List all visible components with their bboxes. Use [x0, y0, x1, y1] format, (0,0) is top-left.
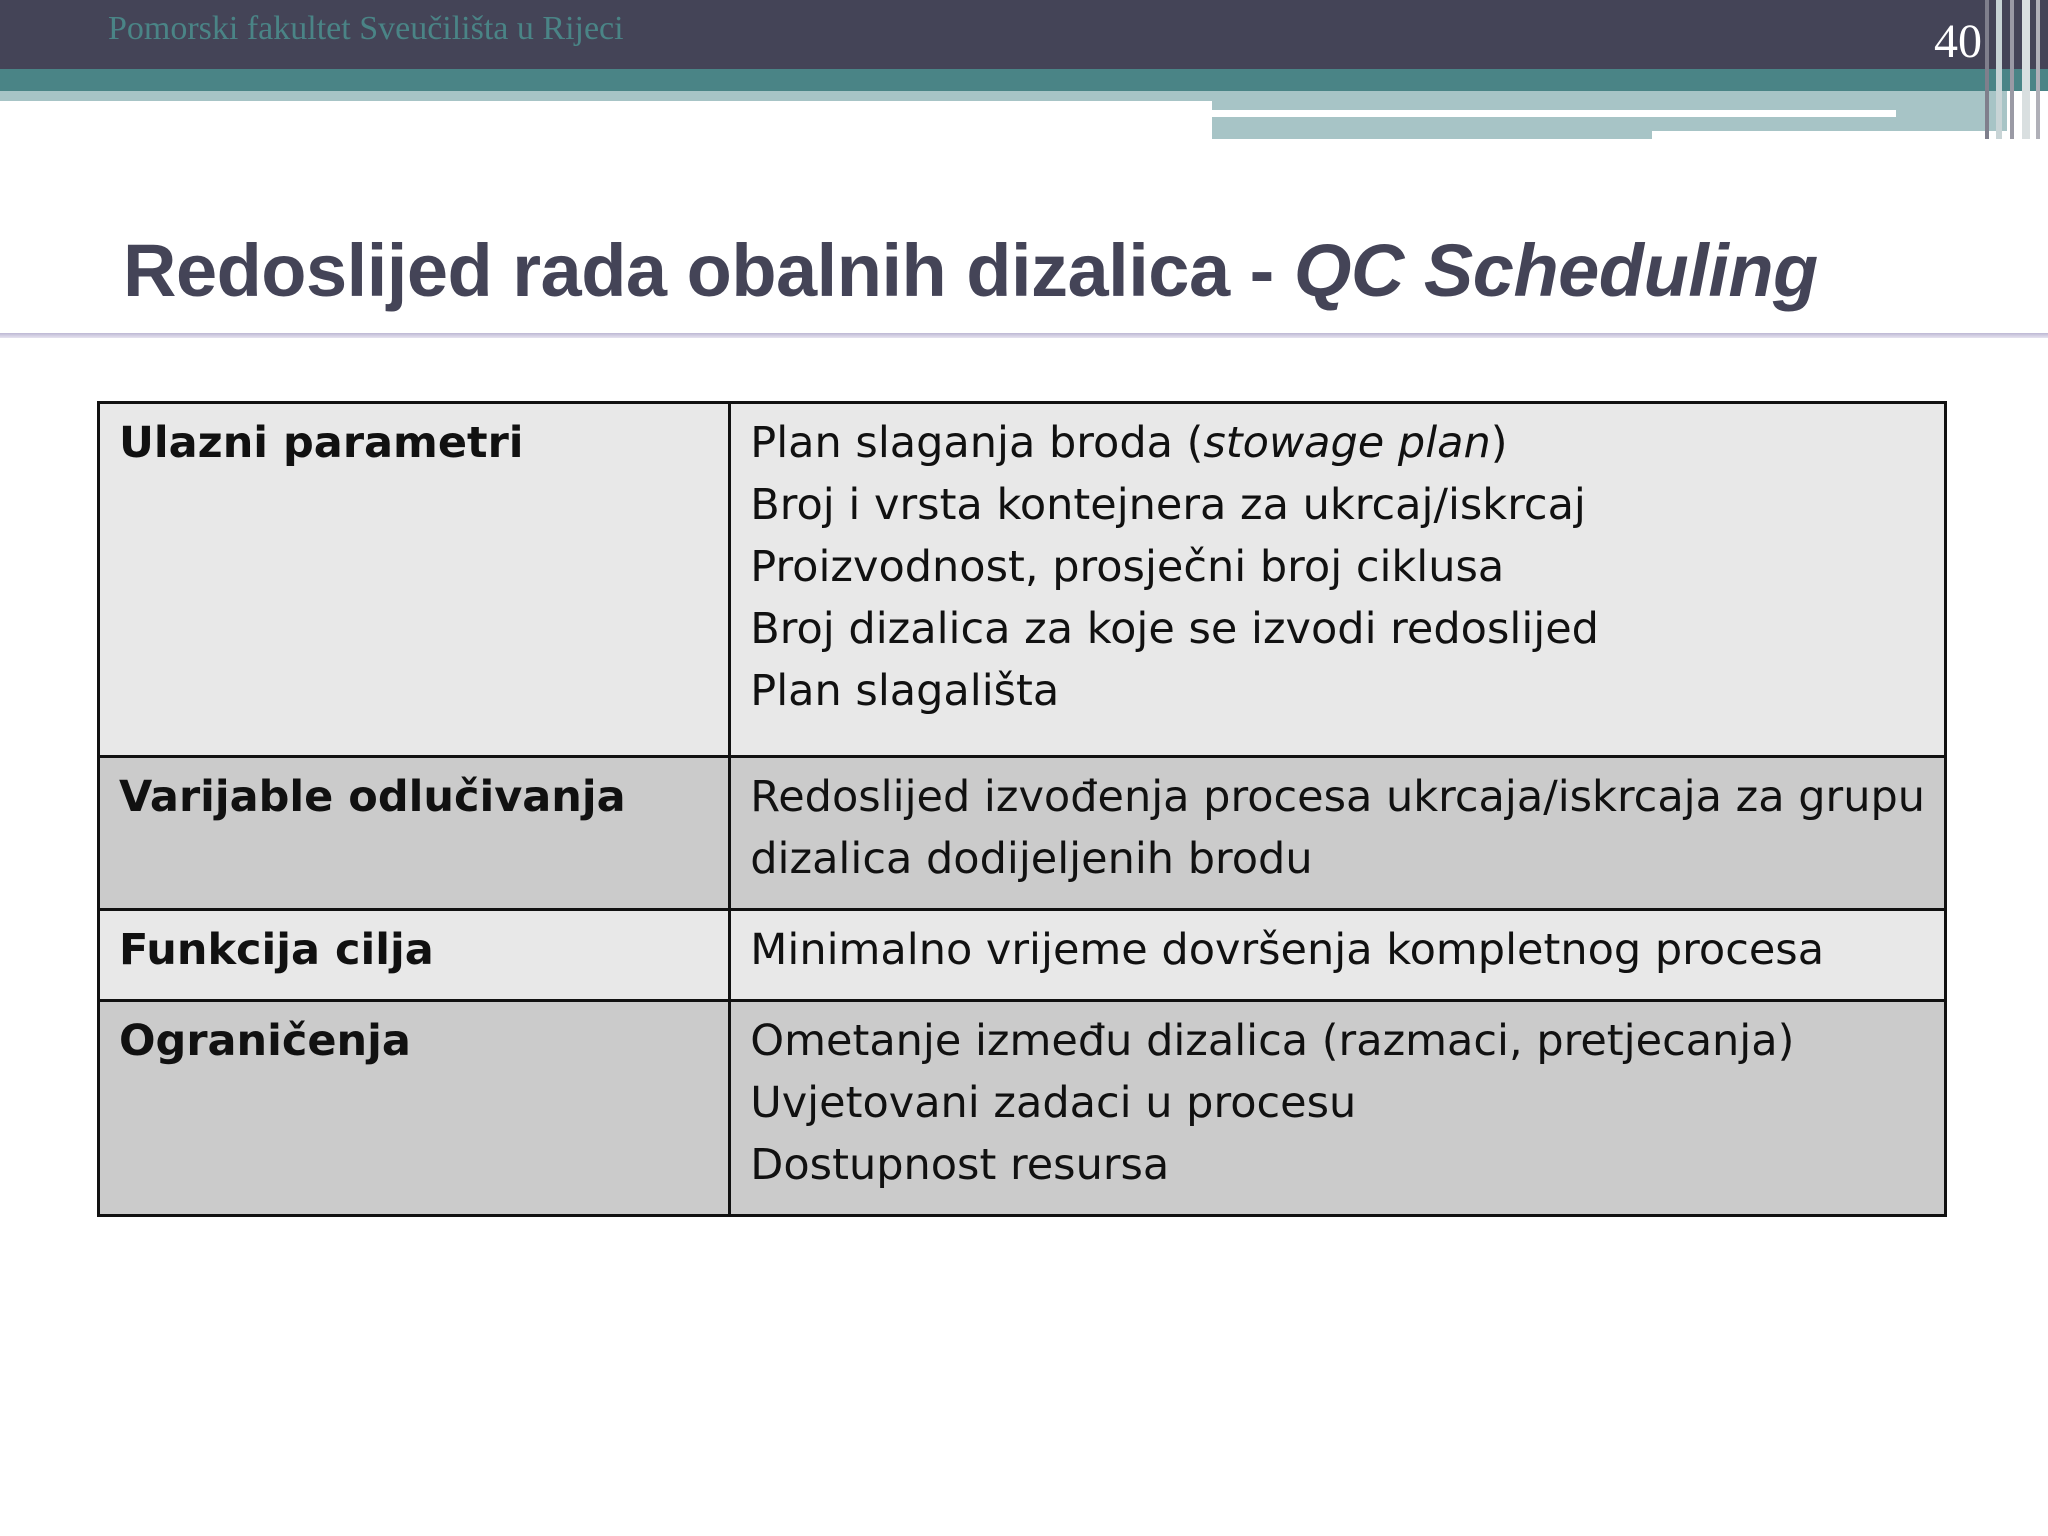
- slide-number: 40: [1934, 15, 1982, 68]
- content-line: Uvjetovani zadaci u procesu: [750, 1078, 1357, 1128]
- content-text: Plan slaganja broda (: [750, 418, 1204, 468]
- header-vertical-stripe: [1996, 0, 2002, 139]
- row-content: [730, 403, 1946, 757]
- header-light-bar: [0, 91, 1212, 101]
- header-teal-bar: [0, 69, 2048, 91]
- content-line: Dostupnost resursa: [750, 1140, 1170, 1190]
- slide-title: [123, 228, 1818, 313]
- row-content: [730, 910, 1946, 1001]
- content-line: dizalica dodijeljenih brodu: [750, 834, 1313, 884]
- row-label: Ograničenja: [99, 1001, 730, 1216]
- row-label: Funkcija cilja: [99, 910, 730, 1001]
- content-text: ): [1490, 418, 1508, 468]
- header-white-stripe: [1212, 110, 1896, 117]
- content-line: Broj dizalica za koje se izvodi redoslijed: [750, 604, 1599, 654]
- content-line: Redoslijed izvođenja procesa ukrcaja/iskrcaja za grupu: [750, 772, 1925, 822]
- content-line: Proizvodnost, prosječni broj ciklusa: [750, 542, 1505, 592]
- row-label: Varijable odlučivanja: [99, 757, 730, 910]
- slide-title-italic: QC Scheduling: [1293, 229, 1818, 312]
- table-row-constraints: [99, 1001, 1946, 1216]
- content-line: Minimalno vrijeme dovršenja kompletnog procesa: [750, 925, 1825, 975]
- content-italic-text: stowage plan: [1203, 418, 1491, 468]
- row-content: [730, 757, 1946, 910]
- content-line: Ometanje između dizalica (razmaci, pretjecanja): [750, 1016, 1795, 1066]
- table-row-decision-variables: [99, 757, 1946, 910]
- header-white-stripe: [1652, 131, 2007, 139]
- institution-name: Pomorski fakultet Sveučilišta u Rijeci: [108, 10, 624, 47]
- header-vertical-stripe: [2022, 0, 2030, 139]
- slide-title-main: Redoslijed rada obalnih dizalica -: [123, 229, 1294, 312]
- header-vertical-stripe: [2036, 0, 2040, 139]
- qc-scheduling-table: [97, 401, 1947, 1217]
- row-label: Ulazni parametri: [99, 403, 730, 757]
- content-line: Plan slagališta: [750, 666, 1060, 716]
- header-vertical-stripe: [2010, 0, 2014, 139]
- table-row-input-parameters: [99, 403, 1946, 757]
- content-line: [750, 412, 1925, 474]
- header-vertical-stripe: [1985, 0, 1989, 139]
- row-content: [730, 1001, 1946, 1216]
- table-row-objective-function: [99, 910, 1946, 1001]
- title-divider: [0, 333, 2048, 338]
- content-line: Broj i vrsta kontejnera za ukrcaj/iskrcaj: [750, 480, 1586, 530]
